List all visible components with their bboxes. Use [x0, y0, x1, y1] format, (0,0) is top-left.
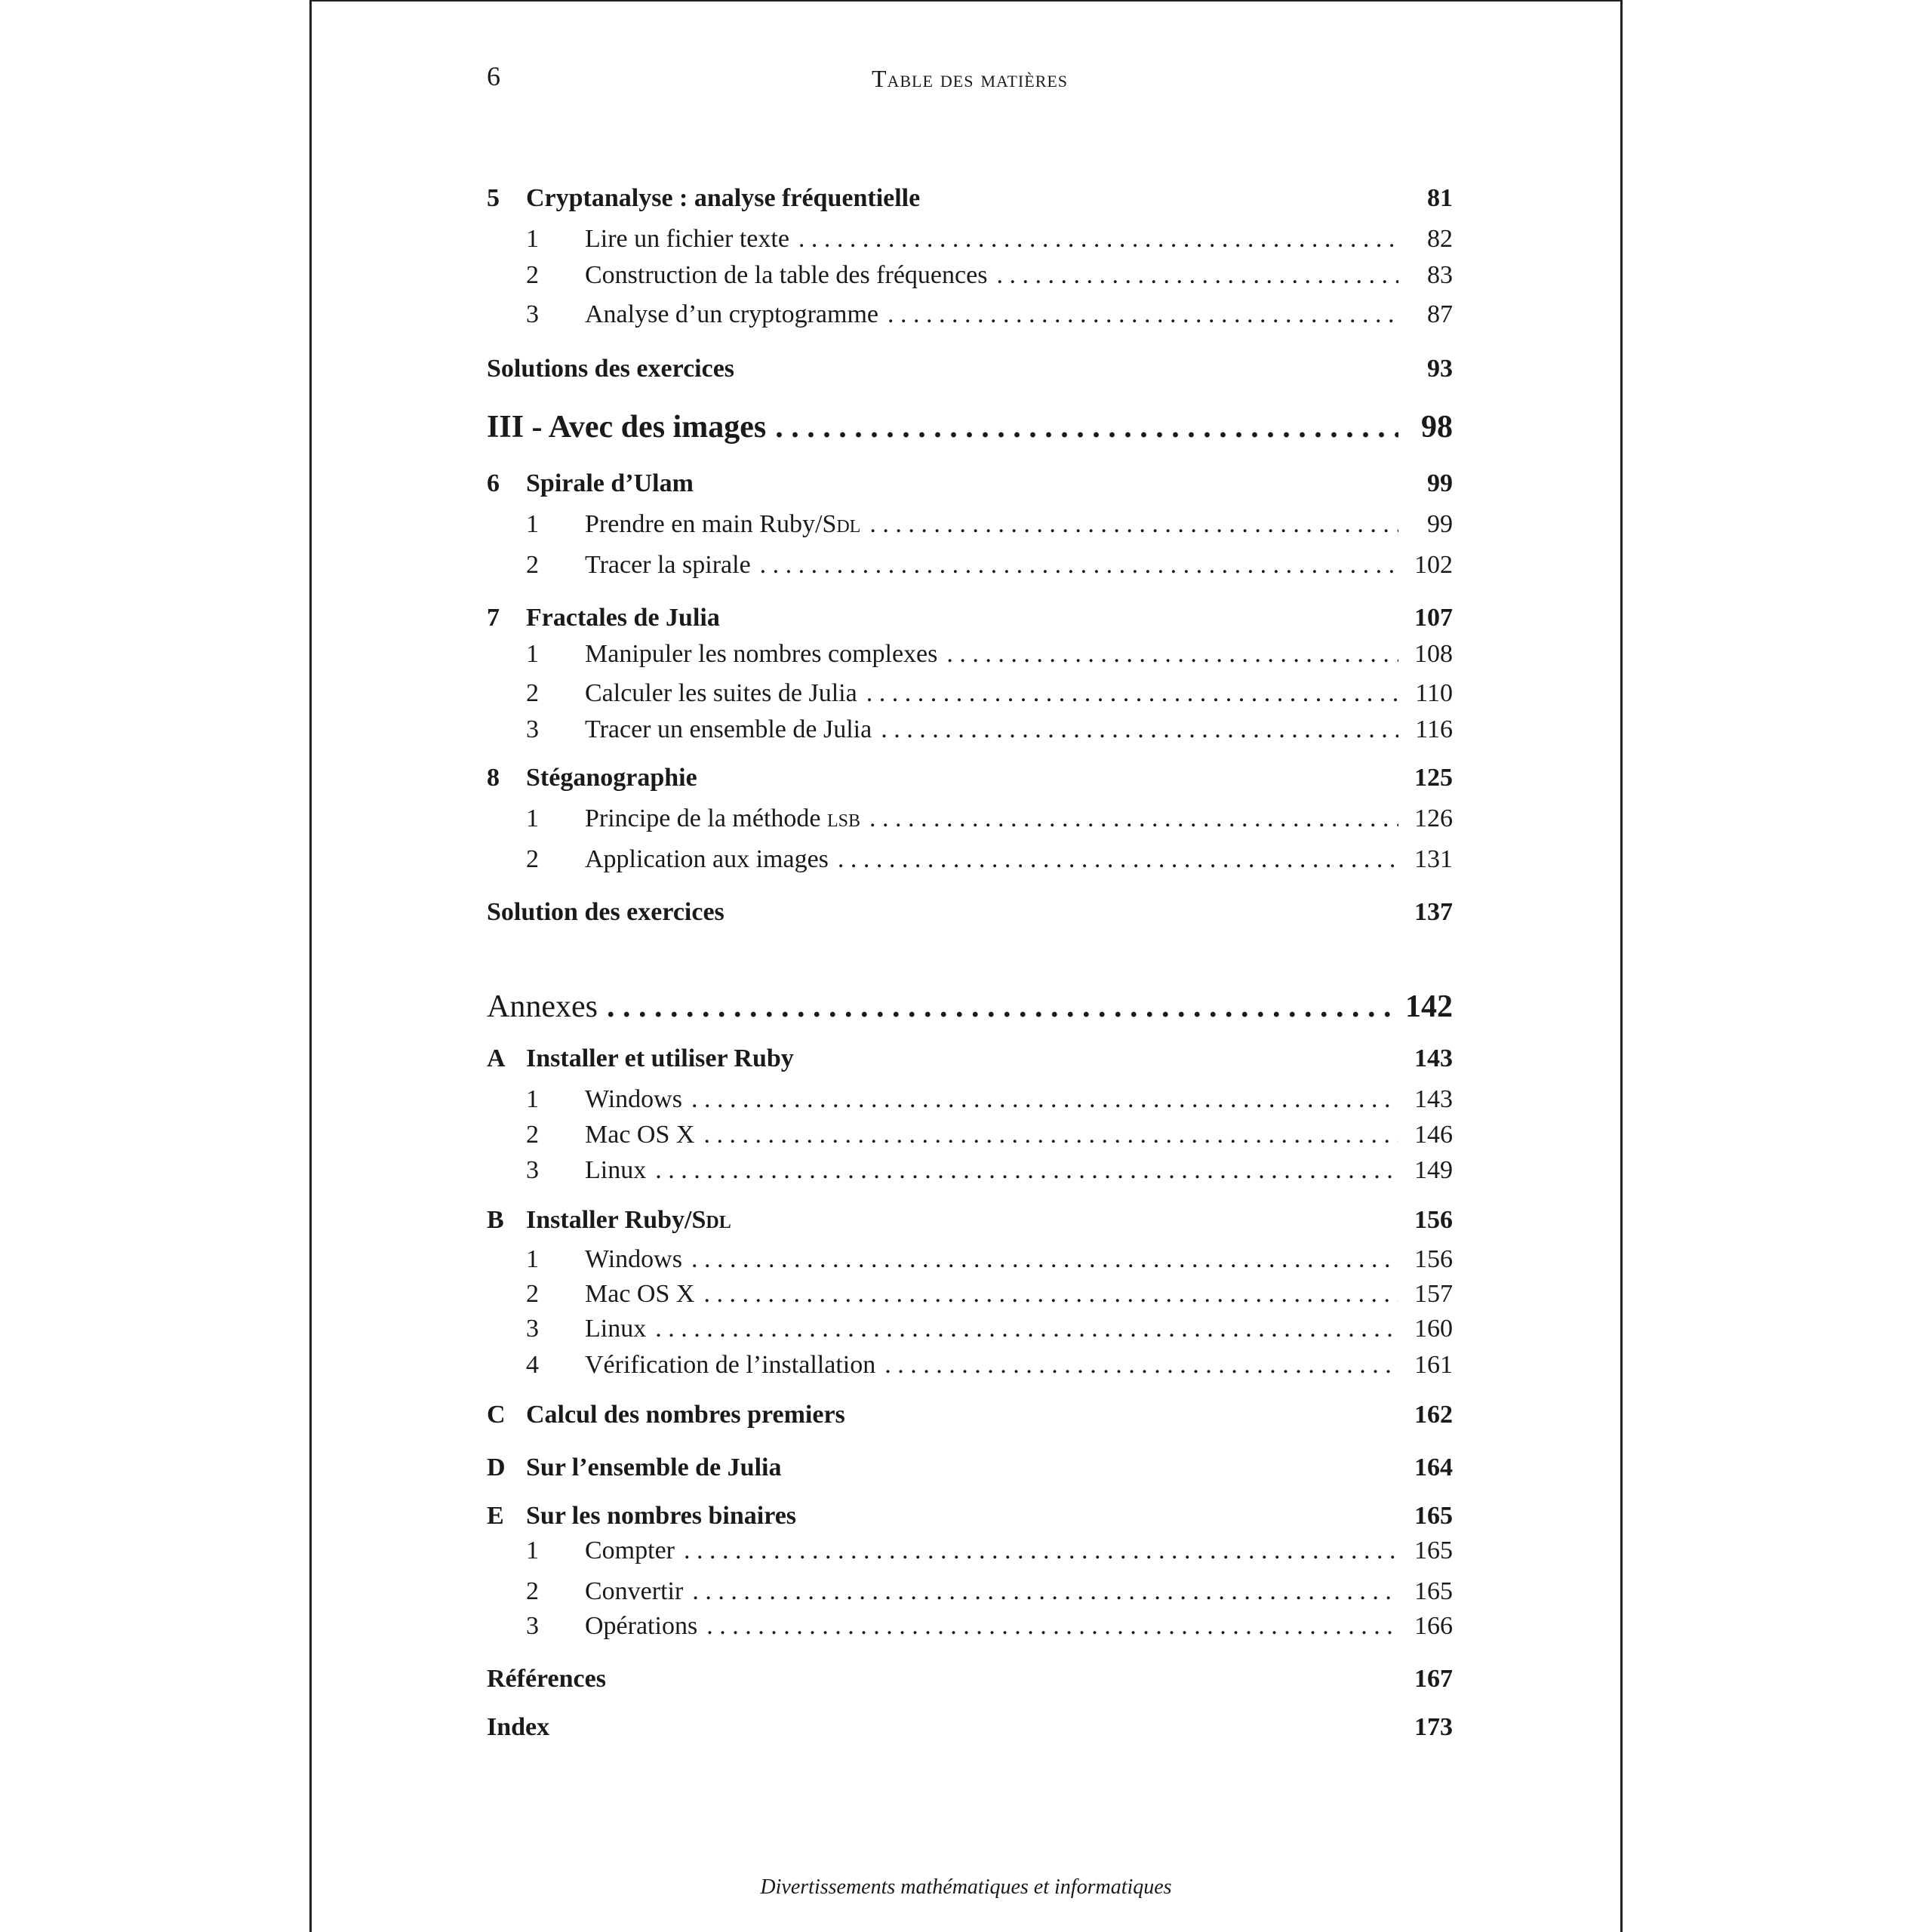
chapter-number: 7: [487, 604, 500, 632]
page-ref: 125: [1414, 764, 1453, 792]
page-ref: 131: [1414, 845, 1453, 873]
section-title: Manipuler les nombres complexes: [585, 640, 938, 668]
toc-part-3[interactable]: [487, 409, 1453, 445]
toc-section[interactable]: [487, 1577, 1453, 1606]
page-number: 6: [487, 61, 500, 91]
dot-leader: [691, 1085, 1398, 1114]
section-number: 3: [526, 1315, 539, 1343]
section-title: Linux: [585, 1315, 647, 1343]
section-number: 2: [526, 551, 539, 579]
chapter-number: E: [487, 1502, 504, 1530]
section-title: Tracer un ensemble de Julia: [585, 715, 872, 743]
page-ref: 149: [1414, 1156, 1453, 1184]
toc-chapter-5[interactable]: [487, 184, 1453, 213]
page-ref: 160: [1414, 1315, 1453, 1343]
page-ref: 93: [1427, 355, 1453, 383]
section-number: 2: [526, 679, 539, 707]
section-number: 2: [526, 1577, 539, 1605]
toc-appendix-d[interactable]: [487, 1454, 1453, 1482]
dot-leader: [869, 804, 1398, 833]
chapter-title: Spirale d’Ulam: [526, 469, 694, 497]
chapter-title: Cryptanalyse : analyse fréquentielle: [526, 184, 921, 212]
dot-leader: [706, 1612, 1398, 1641]
section-number: 3: [526, 715, 539, 743]
running-title: Table des matières: [871, 65, 1069, 92]
toc-references[interactable]: [487, 1665, 1453, 1694]
section-title: Lire un fichier texte: [585, 225, 789, 253]
dot-leader: [655, 1315, 1398, 1343]
section-title: Compter: [585, 1537, 675, 1564]
section-number: 1: [526, 510, 539, 538]
chapter-title: Solution des exercices: [487, 898, 724, 926]
section-title: Opérations: [585, 1612, 698, 1640]
page-ref: 156: [1414, 1206, 1453, 1234]
section-title: Mac OS X: [585, 1280, 695, 1308]
toc-appendix-a[interactable]: [487, 1044, 1453, 1073]
section-number: 3: [526, 300, 539, 328]
dot-leader: [655, 1156, 1398, 1185]
running-header: [487, 60, 1453, 98]
section-title: Principe de la méthode lsb: [585, 804, 861, 832]
toc-section[interactable]: [487, 845, 1453, 874]
page-ref: 142: [1405, 989, 1453, 1024]
page-ref: 162: [1414, 1401, 1453, 1429]
dot-leader: [692, 1577, 1398, 1606]
chapter-number: 8: [487, 764, 500, 792]
page-ref: 143: [1414, 1085, 1453, 1113]
toc-section[interactable]: [487, 1351, 1453, 1380]
toc-chapter-6[interactable]: [487, 469, 1453, 498]
chapter-number: B: [487, 1206, 504, 1234]
page-ref: 98: [1421, 410, 1453, 445]
page-ref: 126: [1414, 804, 1453, 832]
page-ref: 82: [1427, 225, 1453, 253]
dot-leader: [798, 225, 1398, 254]
toc-annexes[interactable]: [487, 989, 1453, 1025]
page-ref: 107: [1414, 604, 1453, 632]
toc-section[interactable]: [487, 1315, 1453, 1343]
toc-appendix-b[interactable]: [487, 1206, 1453, 1235]
section-title: Windows: [585, 1245, 682, 1273]
page-ref: 161: [1414, 1351, 1453, 1379]
toc-section[interactable]: [487, 1280, 1453, 1309]
dot-leader: [703, 1280, 1398, 1309]
chapter-number: D: [487, 1454, 506, 1481]
page-ref: 167: [1414, 1665, 1453, 1693]
dot-leader: [838, 845, 1398, 874]
page-ref: 116: [1415, 715, 1453, 743]
section-title: Mac OS X: [585, 1121, 695, 1149]
page-ref: 146: [1414, 1121, 1453, 1149]
page-ref: 166: [1414, 1612, 1453, 1640]
dot-leader: [775, 409, 1398, 445]
page-ref: 156: [1414, 1245, 1453, 1273]
chapter-number: 6: [487, 469, 500, 497]
section-number: 1: [526, 640, 539, 668]
page-footer: Divertissements mathématiques et informatiques: [760, 1875, 1172, 1899]
section-title: Construction de la table des fréquences: [585, 261, 988, 289]
toc-section[interactable]: [487, 1085, 1453, 1114]
toc-section[interactable]: [487, 1121, 1453, 1149]
dot-leader: [866, 679, 1398, 708]
dot-leader: [607, 989, 1396, 1025]
chapter-title: Calcul des nombres premiers: [526, 1401, 845, 1429]
toc-section[interactable]: [487, 1537, 1453, 1565]
chapter-title: Installer et utiliser Ruby: [526, 1044, 794, 1072]
part-title: III - Avec des images: [487, 410, 767, 445]
chapter-title: Index: [487, 1713, 550, 1741]
chapter-title: Stéganographie: [526, 764, 697, 792]
section-title: Prendre en main Ruby/Sdl: [585, 510, 861, 538]
toc-section[interactable]: [487, 804, 1453, 833]
page-ref: 165: [1414, 1577, 1453, 1605]
dot-leader: [946, 640, 1398, 669]
toc-section[interactable]: [487, 715, 1453, 744]
page-ref: 165: [1414, 1537, 1453, 1564]
toc-section[interactable]: [487, 1612, 1453, 1641]
toc-appendix-e[interactable]: [487, 1502, 1453, 1531]
section-number: 3: [526, 1156, 539, 1184]
chapter-number: A: [487, 1044, 506, 1072]
toc-section[interactable]: [487, 225, 1453, 254]
toc-solutions[interactable]: [487, 898, 1453, 927]
dot-leader: [703, 1121, 1398, 1149]
section-title: Analyse d’un cryptogramme: [585, 300, 878, 328]
dot-leader: [869, 510, 1398, 539]
toc-section[interactable]: [487, 679, 1453, 708]
toc-solutions[interactable]: [487, 355, 1453, 383]
page-ref: 87: [1427, 300, 1453, 328]
page-ref: 81: [1427, 184, 1453, 212]
page-ref: 108: [1414, 640, 1453, 668]
toc-section[interactable]: [487, 551, 1453, 580]
section-title: Windows: [585, 1085, 682, 1113]
dot-leader: [691, 1245, 1398, 1274]
section-number: 4: [526, 1351, 539, 1379]
page-ref: 173: [1414, 1713, 1453, 1741]
page-ref: 99: [1427, 510, 1453, 538]
page-ref: 165: [1414, 1502, 1453, 1530]
section-number: 2: [526, 1121, 539, 1149]
section-number: 1: [526, 804, 539, 832]
section-title: Application aux images: [585, 845, 829, 873]
page-ref: 137: [1414, 898, 1453, 926]
section-number: 2: [526, 845, 539, 873]
dot-leader: [884, 1351, 1398, 1380]
toc-section[interactable]: [487, 510, 1453, 539]
toc-chapter-8[interactable]: [487, 764, 1453, 792]
page-ref: 110: [1415, 679, 1453, 707]
section-title: Tracer la spirale: [585, 551, 751, 579]
page-ref: 164: [1414, 1454, 1453, 1481]
section-number: 1: [526, 1245, 539, 1273]
dot-leader: [760, 551, 1398, 580]
section-number: 1: [526, 1537, 539, 1564]
toc-appendix-c[interactable]: [487, 1401, 1453, 1429]
section-title: Vérification de l’installation: [585, 1351, 876, 1379]
dot-leader: [684, 1537, 1398, 1565]
section-number: 3: [526, 1612, 539, 1640]
dot-leader: [996, 261, 1398, 290]
chapter-number: C: [487, 1401, 506, 1429]
page-ref: 157: [1414, 1280, 1453, 1308]
chapter-title: Installer Ruby/Sdl: [526, 1206, 731, 1234]
book-page: [309, 0, 1623, 1932]
toc-chapter-7[interactable]: [487, 604, 1453, 632]
page-ref: 99: [1427, 469, 1453, 497]
toc-section[interactable]: [487, 261, 1453, 290]
dot-leader: [888, 300, 1398, 329]
chapter-title: Sur l’ensemble de Julia: [526, 1454, 782, 1481]
chapter-title: Solutions des exercices: [487, 355, 735, 383]
toc-section[interactable]: [487, 1156, 1453, 1185]
page-ref: 143: [1414, 1044, 1453, 1072]
section-title: Linux: [585, 1156, 647, 1184]
dot-leader: [881, 715, 1398, 744]
chapter-title: Sur les nombres binaires: [526, 1502, 797, 1530]
section-title: Convertir: [585, 1577, 684, 1605]
section-number: 1: [526, 1085, 539, 1113]
part-title: Annexes: [487, 989, 598, 1024]
toc-section[interactable]: [487, 300, 1453, 329]
chapter-title: Fractales de Julia: [526, 604, 720, 632]
section-number: 1: [526, 225, 539, 253]
chapter-number: 5: [487, 184, 500, 212]
section-number: 2: [526, 261, 539, 289]
chapter-title: Références: [487, 1665, 606, 1693]
section-number: 2: [526, 1280, 539, 1308]
section-title: Calculer les suites de Julia: [585, 679, 857, 707]
page-ref: 102: [1414, 551, 1453, 579]
toc-index[interactable]: [487, 1713, 1453, 1742]
toc-section[interactable]: [487, 640, 1453, 669]
toc-section[interactable]: [487, 1245, 1453, 1274]
page-ref: 83: [1427, 261, 1453, 289]
